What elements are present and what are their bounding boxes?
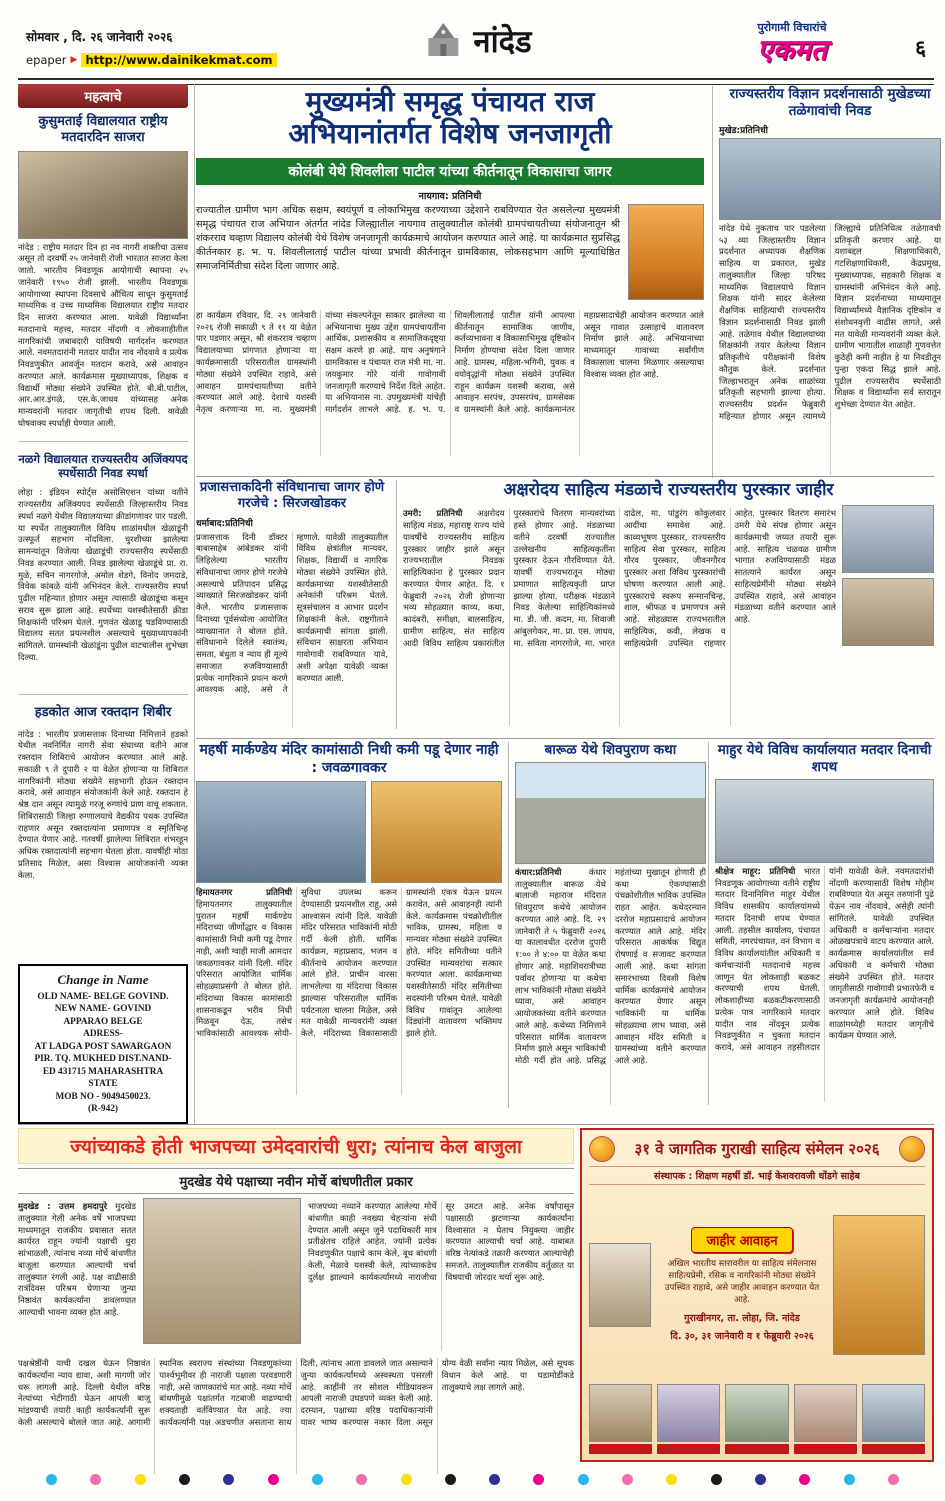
aksharoday-headline: अक्षरोदय साहित्य मंडळाचे राज्यस्तरीय पुरस्कार जाहीर	[503, 480, 834, 500]
website-link[interactable]: http://www.dainikekmat.com	[81, 53, 276, 67]
change-in-name-title: Change in Name	[57, 971, 149, 987]
lead-body: हा कार्यक्रम रविवार, दि. २९ जानेवारी २०२६ रोजी सकाळी ९ ते ११ या वेळेत पार पडणार असून, श्री शंकरराव चव्हाण विद्यालयाच्या प्रांगणात होणाऱ्या या कार्यक्रमासाठी परिसरातील ग्रामस्थांनी मोठ्या संख्येने उपस्थित राहावे, असे आवाहन ग्रामपंचायतीच्या वतीने करण्यात आले आहे. देशाचे यशस्वी नेतृत्व करणाऱ्या मा. ना. मुख्यमंत्री यांच्या संकल्पनेतून साकार झालेल्या या अभियानाचा मुख्य उद्देश ग्रामपंचायतींना आर्थिक, प्रशासकीय व सामाजिकदृष्ट्या सक्षम करणे हा आहे. याच अनुषंगाने ग्रामविकास व पंचायत राज मंत्री मा. ना. जयकुमार गोरे यांनी गावोगावी जनजागृती करण्याचे निर्देश दिले आहेत. या अभियानास ना. उपमुख्यमंत्री यांचेही मार्गदर्शन लाभले आहे. ह. भ. प. शिवलीलाताई पाटील यांनी आपल्या कीर्तनातून सामाजिक जाणीव, कर्तव्यभावना व विकासाभिमुख दृष्टिकोन निर्माण होण्याचा संदेश दिला जाणार आहे. ग्रामस्थ, महिला-भगिनी, युवक व वयोवृद्धांनी मोठ्या संख्येने उपस्थित राहून कार्यक्रम यशस्वी करावा, असे आवाहन सरपंच, उपसरपंच, ग्रामसेवक व ग्रामस्थांनी केले आहे. कार्यक्रमानंतर महाप्रसादाचेही आयोजन करण्यात आले असून गावात उत्साहाचे वातावरण निर्माण झाले आहे. अभियानाच्या माध्यमातून गावाच्या सर्वांगीण विकासाला चालना मिळणार असल्याचा विश्वास व्यक्त होत आहे.	[196, 309, 704, 415]
nalge-headline: नळगे विद्यालयात राज्यस्तरीय अजिंक्यपद स्पर्धेसाठी निवड स्पर्धा	[18, 451, 188, 480]
lead-byline: नायगाव: प्रतिनिधी	[418, 190, 482, 202]
divider	[18, 441, 188, 442]
ad-center-text	[659, 1227, 825, 1342]
ad-title: ३१ वे जागतिक गुराखी साहित्य संमेलन २०२६	[634, 1140, 880, 1158]
change-in-name-line: ADRESS-	[83, 1029, 123, 1040]
bjp-top-row	[18, 1198, 574, 1354]
awardees-photo-top	[842, 505, 934, 573]
bjp-subhead: मुदखेड येथे पक्षाच्या नवीन मोर्चे बांधणीतील प्रकार	[18, 1168, 574, 1194]
lead-strap: कोलंबी येथे शिवलीला पाटील यांच्या कीर्तनातून विकासाचा जागर	[196, 158, 704, 185]
mandir-body	[196, 887, 502, 1095]
change-in-name-line: PIR. TQ. MUKHED DIST.NAND-	[34, 1054, 172, 1065]
registration-dot	[622, 1474, 633, 1485]
aksharoday-byline: उमरी: प्रतिनिधी	[403, 508, 463, 519]
change-in-name-line: STATE	[88, 1079, 118, 1090]
voter-day-photo	[18, 151, 188, 239]
ad-subtitle: संस्थापक : शिक्षण महर्षी डॉ. भाई केशवरावजी धोंडगे साहेब	[589, 1166, 925, 1185]
oath-photo	[715, 779, 934, 863]
ad-person-name-strip	[862, 1444, 925, 1454]
registration-dot	[711, 1474, 722, 1485]
section-divider	[196, 476, 934, 477]
ad-invitation-text: अखिल भारतीय स्तरावरील या साहित्य संमेलनास साहित्यप्रेमी, रसिक व नागरिकांनी मोठ्या संख्येने उपस्थित राहावे, असे जाहीर आवाहन करण्यात येत आहे.	[664, 1258, 820, 1306]
ad-person-name-strip	[794, 1444, 857, 1454]
edition-date: सोमवार , दि. २६ जानेवारी २०२६	[26, 30, 173, 44]
registration-dot	[666, 1474, 677, 1485]
bjp-body-right: भाजपच्या नव्याने करण्यात आलेल्या मोर्चे बांधणीत काही नवख्या चेहऱ्यांना संधी देण्यात आली असून जुने पदाधिकारी मात्र प्रतीक्षेतच राहिले आहेत. ज्यांनी प्रत्येक निवडणुकीत पक्षाचे काम केले, बूथ बांधणी केली, मेळावे यशस्वी केले, त्यांच्याकडेच दुर्लक्ष झाल्याने कार्यकर्त्यांमध्ये नाराजीचा सूर उमटत आहे. अनेक वर्षांपासून पक्षासाठी झटणाऱ्या कार्यकर्त्यांना विश्वासात न घेताच नियुक्त्या जाहीर करण्यात आल्याची चर्चा आहे. याबाबत वरिष्ठ नेत्यांकडे तक्रारी करण्यात आल्याचेही समजते. तालुक्यातील राजकीय वर्तुळात या विषयाची जोरदार चर्चा सुरू आहे.	[308, 1201, 574, 1282]
registration-dots	[46, 1474, 899, 1485]
registration-dot	[888, 1474, 899, 1485]
play-arrow-icon: ▶	[70, 55, 78, 65]
registration-dot	[268, 1474, 279, 1485]
science-body: नांदेड येथे नुकताच पार पडलेल्या ५३ व्या जिल्हास्तरीय विज्ञान प्रदर्शनात अध्यापक शैक्षणिक साहित्य या प्रकारात, मुखेड तालुक्यातील जिल्हा परिषद माध्यमिक विद्यालयाचे विज्ञान शिक्षक यांनी सादर केलेल्या शैक्षणिक साहित्याची राज्यस्तरीय विज्ञान प्रदर्शनासाठी निवड झाली आहे. तळेगाव येथील विद्यालयाच्या शिक्षकांनी तयार केलेल्या विज्ञान प्रतिकृतीचे परीक्षकांनी विशेष कौतुक केले. प्रदर्शनात जिल्हाभरातून अनेक शाळांच्या प्रतिकृती सहभागी झाल्या होत्या. राज्यस्तरीय प्रदर्शन फेब्रुवारी महिन्यात होणार असून त्यामध्ये जिल्ह्याचे प्रतिनिधित्व तळेगावची प्रतिकृती करणार आहे. या यशाबद्दल शिक्षणाधिकारी, गटशिक्षणाधिकारी, केंद्रप्रमुख, मुख्याध्यापक, सहकारी शिक्षक व ग्रामस्थांनी अभिनंदन केले आहे. विज्ञान प्रदर्शनाच्या माध्यमातून विद्यार्थ्यांमध्ये वैज्ञानिक दृष्टिकोन व संशोधनवृत्ती वाढीस लागते, असे मत यावेळी मान्यवरांनी व्यक्त केले. ग्रामीण भागातील शाळाही गुणवत्तेत कुठेही कमी नाहीत हे या निवडीतून पुन्हा एकदा सिद्ध झाले आहे. पुढील राज्यस्तरीय स्पर्धेसाठी शिक्षक व विद्यार्थ्यांना सर्व स्तरातून शुभेच्छा देण्यात येत आहेत.	[719, 222, 941, 421]
bjp-byline: मुदखेड : उत्तम हमदापुरे	[18, 1201, 108, 1211]
registration-dot	[90, 1474, 101, 1485]
registration-dot	[489, 1474, 500, 1485]
bjp-article	[18, 1128, 574, 1477]
science-photo	[719, 138, 941, 220]
change-in-name-line: OLD NAME- BELGE GOVIND.	[37, 991, 169, 1002]
section-divider	[196, 738, 934, 739]
sanvidhan-byline: धर्माबाद:प्रतिनिधी	[196, 518, 253, 529]
masthead-center	[420, 22, 531, 58]
registration-dot	[799, 1474, 810, 1485]
ad-portrait-left	[589, 1243, 651, 1327]
masthead-temple-icon	[420, 22, 466, 58]
voter-day-headline: कुसुमताई विद्यालयात राष्ट्रीय मतदारदिन साजरा	[38, 114, 168, 146]
sanvidhan-body: प्रजासत्ताक दिनी डॉक्टर बाबासाहेब आंबेडकर यांनी लिहिलेल्या भारतीय संविधानाचा जागर होणे गरजेचे असल्याचे प्रतिपादन प्रसिद्ध व्याख्याते सिरजखोडकर यांनी केले. भारतीय प्रजासत्ताक दिनाच्या पूर्वसंध्येला आयोजित व्याख्यानात ते बोलत होते. संविधानाने दिलेले स्वातंत्र्य, समता, बंधुता व न्याय ही मूल्ये समाजात रुजविण्यासाठी प्रत्येक नागरिकाने प्रयत्न करणे आवश्यक आहे, असे ते म्हणाले. यावेळी तालुक्यातील विविध क्षेत्रांतील मान्यवर, शिक्षक, विद्यार्थी व नागरिक मोठ्या संख्येने उपस्थित होते. कार्यक्रमाच्या यशस्वीतेसाठी अनेकांनी परिश्रम घेतले. सूत्रसंचालन व आभार प्रदर्शन शिक्षकांनी केले. राष्ट्रगीताने कार्यक्रमाची सांगता झाली. संविधान साक्षरता अभियान गावोगावी राबविण्यात यावे, अशी अपेक्षा यावेळी व्यक्त करण्यात आली.	[196, 531, 388, 695]
shivpuran-body-text: कंधार तालुक्यातील बारूळ येथे बालाजी महाराज मंदिरात शिवपुराण कथेचे आयोजन करण्यात आले आहे. दि. २९ जानेवारी ते ५ फेब्रुवारी २०२६ या कालावधीत दररोज दुपारी १:०० ते ४:०० या वेळेत कथा होणार आहे. महाशिवरात्रीच्या पर्वावर होणाऱ्या या कथेचा लाभ भाविकांनी मोठ्या संख्येने घ्यावा, असे आवाहन आयोजकांच्या वतीने करण्यात आले आहे. कथेच्या निमित्ताने परिसरात धार्मिक वातावरण निर्माण झाले असून भाविकांची मोठी गर्दी होत आहे. प्रसिद्ध महंतांच्या मुखातून होणारी ही कथा ऐकण्यासाठी पंचक्रोशीतील भाविक उपस्थित राहत आहेत. कथेदरम्यान दररोज महाप्रसादाचे आयोजन करण्यात आले आहे. मंदिर परिसरात आकर्षक विद्युत रोषणाई व सजावट करण्यात आली आहे. कथा सांगता समारंभाच्या दिवशी विशेष धार्मिक कार्यक्रमांचे आयोजन करण्यात येणार असून भाविकांनी या धार्मिक सोहळ्याचा लाभ घ्यावा, असे आवाहन मंदिर समिती व ग्रामस्थांच्या वतीने करण्यात आले आहे.	[515, 866, 706, 1066]
aksharoday-body-text: अक्षरोदय साहित्य मंडळ, महाराष्ट्र राज्य यांचे यावर्षीचे राज्यस्तरीय साहित्य पुरस्कार जाहीर झाले असून राज्यभरातील निवडक साहित्यिकांना हे पुरस्कार प्रदान करण्यात येणार आहेत. दि. १ फेब्रुवारी २०२६ रोजी होणाऱ्या भव्य सोहळ्यात काव्य, कथा, कादंबरी, समीक्षा, बालसाहित्य, ग्रामीण साहित्य, संत साहित्य आदी विविध साहित्य प्रकारांतील पुरस्कारांचे वितरण मान्यवरांच्या हस्ते होणार आहे. मंडळाच्या वतीने दरवर्षी राज्यातील उल्लेखनीय साहित्यकृतींना पुरस्कार देऊन गौरविण्यात येते. यावर्षी राज्यभरातून मोठ्या प्रमाणात साहित्यकृती प्राप्त झाल्या होत्या. परीक्षक मंडळाने निवड केलेल्या साहित्यिकांमध्ये मा. डी. जी. कदम, मा. शिवाजी आंबुलगेकर, मा. प्रा. एस. जाधव, मा. सविता नागरगोजे, मा. भारत दाढेल, मा. पांडुरंग कोकुलवार आदींचा समावेश आहे. काव्यभूषण पुरस्कार, राज्यस्तरीय साहित्य सेवा पुरस्कार, साहित्य गौरव पुरस्कार, जीवनगौरव पुरस्कार अशा विविध पुरस्कारांची घोषणा करण्यात आली आहे. पुरस्काराचे स्वरूप सन्मानचिन्ह, शाल, श्रीफळ व प्रमाणपत्र असे आहे. सोहळ्यास राज्यभरातील साहित्यिक, कवी, लेखक व साहित्यप्रेमी उपस्थित राहणार आहेत. पुरस्कार वितरण समारंभ उमरी येथे संपन्न होणार असून कार्यक्रमाची जय्यत तयारी सुरू आहे. साहित्य चळवळ ग्रामीण भागात रुजविण्यासाठी मंडळ सातत्याने कार्यरत असून साहित्यप्रेमींनी मोठ्या संख्येने उपस्थित राहावे, असे आवाहन मंडळाच्या वतीने करण्यात आले आहे.	[403, 508, 836, 648]
shivpuran-article	[508, 742, 706, 1108]
aksharoday-photos	[842, 505, 934, 729]
shivpuran-headline: बारूळ येथे शिवपुराण कथा	[544, 742, 677, 758]
awardees-photo-bottom	[842, 578, 934, 646]
aksharoday-body	[403, 508, 836, 726]
ad-portrait-main	[833, 1215, 925, 1355]
divider	[18, 694, 188, 695]
brand-block	[712, 20, 872, 64]
mahur-byline: श्रीक्षेत्र माहूर: प्रतिनिधी	[715, 865, 796, 876]
registration-dot	[401, 1474, 412, 1485]
speaker-photo	[196, 781, 366, 883]
mandir-article	[196, 742, 502, 1098]
hadkot-headline: हडकोत आज रक्तदान शिबीर	[34, 705, 172, 721]
change-in-name-line: ED 431715 MAHARASHTRA	[42, 1066, 164, 1077]
registration-dot	[578, 1474, 589, 1485]
change-in-name-line: MOB NO - 9049450023.	[55, 1091, 151, 1102]
ad-emblem-icon	[589, 1136, 615, 1162]
bjp-body-left-text: मुदखेड तालुक्यात गेली अनेक वर्षे भाजपच्या माध्यमातून राजकीय प्रवासात सतत कार्यरत राहून ज्यांनी पक्षाची धुरा सांभाळली, त्यांनाच नव्या मोर्चे बांधणीत बाजूला करण्यात आल्याची चर्चा तालुक्यात रंगली आहे. पक्ष वाढीसाठी रात्रंदिवस परिश्रम घेणाऱ्या जुन्या निष्ठावंत कार्यकर्त्यांना डावलण्यात आल्याची भावना व्यक्त होत आहे.	[18, 1201, 136, 1317]
ad-people-row	[589, 1384, 925, 1454]
brand-logo: एकमत	[757, 33, 827, 66]
shivpuran-body	[515, 867, 706, 1105]
registration-dot	[755, 1474, 766, 1485]
registration-dot	[533, 1474, 544, 1485]
science-article	[712, 86, 941, 478]
ad-badge: जाहीर आवाहन	[691, 1227, 792, 1253]
aksharoday-article	[396, 480, 934, 729]
voter-day-body: नांदेड : राष्ट्रीय मतदार दिन हा नव नागरी शक्तीचा उत्सव असून तो दरवर्षी २५ जानेवारी रोजी भारतात साजरा केला जातो. भारतीय निवडणूक आयोगाची स्थापना २५ जानेवारी १९५० रोजी झाली. भारतीय निवडणूक आयोगाच्या स्थापना दिवसाचे औचित्य साधून कुसुमताई माध्यमिक व उच्च माध्यमिक विद्यालयात राष्ट्रीय मतदार दिन साजरा करण्यात आला. यावेळी विद्यार्थ्यांना मतदानाचे महत्त्व, मतदार नोंदणी व लोकशाहीतील नागरिकांची जबाबदारी याविषयी मार्गदर्शन करण्यात आले. नवमतदारांनी मतदार यादीत नाव नोंदवावे व प्रत्येक निवडणुकीत आवर्जून मतदान करावे, असे आवाहन करण्यात आले. कार्यक्रमास मुख्याध्यापक, शिक्षक व विद्यार्थी मोठ्या संख्येने उपस्थित होते. बी.बी.पाटील, आर.आर.इंगळे, एस.के.जाधव यांच्यासह अनेक मान्यवरांनी मतदार जागृतीची शपथ दिली. यावेळी घोषवाक्य स्पर्धाही घेण्यात आली.	[18, 241, 188, 428]
ad-person	[794, 1384, 857, 1454]
mandir-byline: हिमायतनगर प्रतिनिधी	[196, 887, 292, 897]
ad-person-photo	[657, 1384, 720, 1442]
registration-dot	[356, 1474, 367, 1485]
registration-dot	[445, 1474, 456, 1485]
ad-emblem-icon	[899, 1136, 925, 1162]
registration-dot	[223, 1474, 234, 1485]
bjp-photo	[143, 1198, 301, 1344]
registration-dot	[844, 1474, 855, 1485]
mandir-headline: महर्षी मार्कण्डेय मंदिर कामांसाठी निधी कमी पडू देणार नाही : जवळगावकर	[199, 742, 499, 776]
ad-person-name-strip	[589, 1444, 652, 1454]
science-headline: राज्यस्तरीय विज्ञान प्रदर्शनासाठी मुखेडच्या तळेगावांची निवड	[729, 86, 931, 119]
nalge-body: लोहा : इंडियन स्पोर्ट्स असोसिएशन यांच्या वतीने राज्यस्तरीय अजिंक्यपद स्पर्धेसाठी जिल्हास्तरीय निवड स्पर्धा नळगे येथील विद्यालयाच्या क्रीडांगणावर पार पडली. या स्पर्धेत तालुक्यातील विविध शाळांमधील खेळाडूंनी उत्स्फूर्त सहभाग नोंदविला. चुरशीच्या झालेल्या सामन्यांतून विजेत्या खेळाडूंची राज्यस्तरीय स्पर्धेसाठी निवड करण्यात आली. निवड झालेल्या खेळाडूंचे प्रा. रा. मुळे, सचिन नागरगोजे, अमोल शेडगे, विनोद जमदाडे, विवेक कांबळे यांनी अभिनंदन केले. राज्यस्तरीय स्पर्धा पुढील महिन्यात होणार असून त्यासाठी खेळाडूंचा कसून सराव सुरू झाला आहे. स्पर्धेच्या यशस्वीतेसाठी क्रीडा शिक्षकांनी परिश्रम घेतले. गुणवंत खेळाडू घडविण्यासाठी विद्यालय सतत प्रयत्नशील असल्याचे मुख्याध्यापकांनी सांगितले. ग्रामस्थांनी खेळाडूंना पुढील वाटचालीस शुभेच्छा दिल्या.	[18, 487, 188, 662]
ad-person-photo	[794, 1384, 857, 1442]
ad-person-name-strip	[657, 1444, 720, 1454]
important-banner: महत्वाचे	[18, 84, 188, 108]
idol-photo	[371, 781, 502, 883]
epaper-bar	[26, 53, 277, 67]
sammelan-ad	[580, 1128, 934, 1462]
mahur-body	[715, 866, 934, 1102]
lead-intro: राज्यातील ग्रामीण भाग अधिक सक्षम, स्वयंपूर्ण व लोकाभिमुख करण्याच्या उद्देशाने राबविण्यात येत असलेल्या मुख्यमंत्री समृद्ध पंचायत राज अभियान अंतर्गत नांदेड जिल्ह्यातील नायगाव तालुक्यातील कोलंबी ग्रामपंचायतीच्या संयोजनातून श्री शंकरराव चव्हाण विद्यालय कोलंबी येथे विशेष जनजागृती कार्यक्रमाचे आयोजन करण्यात आले आहे. या कार्यक्रमात सुप्रसिद्ध कीर्तनकार ह. भ. प. शिवलीलाताई पाटील यांच्या प्रभावी कीर्तनातून ग्रामविकास, लोकसहभाग आणि मूल्याधिष्ठित समाजनिर्मितीचा संदेश दिला जाणार आहे.	[196, 204, 620, 273]
section-divider	[18, 1124, 934, 1125]
ad-person-name-strip	[725, 1444, 788, 1454]
ad-title-bar	[589, 1136, 925, 1162]
lead-headline-line1: मुख्यमंत्री समृद्ध पंचायत राज	[305, 85, 595, 118]
change-in-name-ad	[18, 964, 188, 1124]
aksharoday-content	[403, 505, 934, 729]
lead-intro-wrap	[196, 204, 704, 304]
epaper-label: epaper	[26, 53, 67, 67]
change-in-name-line: (R-942)	[88, 1104, 118, 1115]
change-in-name-line: APPARAO BELGE	[63, 1016, 143, 1027]
mahur-body-text: भारत निवडणूक आयोगाच्या वतीने राष्ट्रीय मतदार दिनानिमित्त माहूर येथील विविध शासकीय कार्यालयांमध्ये मतदार दिनाची शपथ घेण्यात आली. तहसील कार्यालय, पंचायत समिती, नगरपंचायत, वन विभाग व विविध कार्यालयांतील अधिकारी व कर्मचाऱ्यांनी मतदानाचे महत्त्व जाणून घेत लोकशाही बळकट करण्याची शपथ घेतली. लोकशाहीच्या बळकटीकरणासाठी प्रत्येक पात्र नागरिकाने मतदार यादीत नाव नोंदवून प्रत्येक निवडणुकीत न चुकता मतदान करावे, असे आवाहन तहसीलदार यांनी यावेळी केले. नवमतदारांची नोंदणी करण्यासाठी विशेष मोहीम राबविण्यात येत असून तरुणांनी पुढे येऊन नाव नोंदवावे, असेही त्यांनी सांगितले. यावेळी उपस्थित अधिकारी व कर्मचाऱ्यांना मतदार ओळखपत्राचे वाटप करण्यात आले. कार्यक्रमास कार्यालयांतील सर्व अधिकारी व कर्मचारी मोठ्या संख्येने उपस्थित होते. मतदार जागृतीसाठी गावोगावी प्रभातफेरी व जनजागृती कार्यक्रमांचे आयोजनही करण्यात आले होते. विविध शाळांमध्येही मतदार जागृतीचे कार्यक्रम घेण्यात आले.	[715, 865, 934, 1053]
page-header	[18, 14, 934, 76]
sanvidhan-article	[196, 480, 388, 731]
ad-venue: गुराखीनगर, ता. लोहा, जि. नांदेड	[684, 1313, 800, 1325]
ad-person	[862, 1384, 925, 1454]
left-column	[18, 84, 195, 1124]
mahur-article	[708, 742, 934, 1105]
ad-date: दि. ३०, ३१ जानेवारी व १ फेब्रुवारी २०२६	[670, 1331, 814, 1343]
ad-person-photo	[589, 1384, 652, 1442]
registration-dot	[179, 1474, 190, 1485]
bjp-headline: ज्यांच्याकडे होती भाजपच्या उमेदवारांची धुरा; त्यांनाच केल बाजुला	[18, 1128, 574, 1164]
lead-headline	[196, 86, 704, 151]
ad-person	[725, 1384, 788, 1454]
brand-tagline: पुरोगामी विचारांचे	[757, 21, 827, 34]
registration-dot	[312, 1474, 323, 1485]
kirtankar-photo	[628, 204, 704, 300]
mandir-photos	[196, 781, 502, 883]
bjp-body-left	[18, 1201, 136, 1351]
mandir-body-text: हिमायतनगर तालुक्यातील पुरातन महर्षी मार्कण्डेय मंदिराच्या जीर्णोद्धार व विकास कामांसाठी निधी कमी पडू देणार नाही, अशी ग्वाही माजी आमदार जवळगावकर यांनी दिली. मंदिर परिसरात आयोजित धार्मिक सोहळ्याप्रसंगी ते बोलत होते. मंदिराच्या विकास कामांसाठी शासनाकडून भरीव निधी मिळवून देऊ, तसेच भाविकांसाठी आवश्यक सोयी-सुविधा उपलब्ध करून देण्यासाठी प्रयत्नशील राहू, असे आश्वासन त्यांनी दिले. यावेळी मंदिर परिसरात भाविकांनी मोठी गर्दी केली होती. धार्मिक कार्यक्रम, महाप्रसाद, भजन व कीर्तनाचे आयोजन करण्यात आले होते. प्राचीन वारसा लाभलेल्या या मंदिराचा विकास झाल्यास परिसरातील धार्मिक पर्यटनाला चालना मिळेल, असे मत यावेळी मान्यवरांनी व्यक्त केले. मंदिराच्या विकासासाठी ग्रामस्थांनी एकत्र येऊन प्रयत्न करावेत, असे आवाहनही त्यांनी केले. कार्यक्रमास पंचक्रोशीतील भाविक, ग्रामस्थ, महिला व मान्यवर मोठ्या संख्येने उपस्थित होते. मंदिर समितीच्या वतीने उपस्थित मान्यवरांचा सत्कार करण्यात आला. कार्यक्रमाच्या यशस्वीतेसाठी मंदिर समितीच्या सदस्यांनी परिश्रम घेतले. यावेळी विविध गावांतून आलेल्या दिंड्यांनी वातावरण भक्तिमय झाले होते.	[196, 887, 502, 1039]
page-number: ६	[915, 36, 926, 60]
temple-photo	[515, 762, 706, 864]
bjp-body-bottom: पक्षश्रेष्ठींनी याची दखल घेऊन निष्ठावंत कार्यकर्त्यांना न्याय द्यावा, अशी मागणी जोर धरू लागली आहे. दिल्ली येथील वरिष्ठ नेत्यांच्या भेटीगाठी घेऊन आपली बाजू मांडण्याची तयारी काही कार्यकर्त्यांनी सुरू केली असल्याचे बोलले जात आहे. आगामी स्थानिक स्वराज्य संस्थांच्या निवडणुकांच्या पार्श्वभूमीवर ही नाराजी पक्षाला परवडणारी नाही, असे जाणकारांचे मत आहे. नव्या मोर्चे बांधणीमुळे पक्षांतर्गत गटबाजी वाढण्याची शक्यताही वर्तविण्यात येत आहे. ज्या कार्यकर्त्यांनी पक्ष अडचणीत असताना साथ दिली, त्यांनाच आता डावलले जात असल्याने जुन्या कार्यकर्त्यांमध्ये अस्वस्थता पसरली आहे. काहींनी तर सोशल मीडियावरून आपली नाराजी उघडपणे व्यक्त केली आहे. दरम्यान, पक्षाच्या वरिष्ठ पदाधिकाऱ्यांनी यावर भाष्य करण्यास नकार दिला असून योग्य वेळी सर्वांना न्याय मिळेल, असे सूचक विधान केले आहे. या घडामोडींकडे तालुक्याचे लक्ष लागले आहे.	[18, 1358, 574, 1427]
mahur-headline: माहुर येथे विविध कार्यालयात मतदार दिनाची शपथ	[717, 742, 932, 775]
shivpuran-byline: कंधार:प्रतिनिधी	[515, 866, 562, 877]
registration-dot	[135, 1474, 146, 1485]
change-in-name-line: NEW NAME- GOVIND	[54, 1004, 152, 1015]
lead-headline-line2: अभियानांतर्गत विशेष जनजागृती	[288, 117, 612, 151]
science-byline: मुखेड:प्रतिनिधी	[719, 125, 768, 136]
ad-person	[589, 1384, 652, 1454]
registration-dot	[46, 1474, 57, 1485]
ad-middle	[589, 1191, 925, 1378]
ad-person	[657, 1384, 720, 1454]
ad-person-photo	[725, 1384, 788, 1442]
change-in-name-line: AT LADGA POST SAWARGAON	[34, 1041, 172, 1052]
sanvidhan-headline: प्रजासत्ताकदिनी संविधानाचा जागर होणे गरजेचे : सिरजखोडकर	[199, 480, 385, 512]
lead-article	[196, 86, 704, 459]
ad-person-photo	[862, 1384, 925, 1442]
hadkot-body: नांदेड : भारतीय प्रजासत्ताक दिनाच्या निमित्ताने हडको येथील नवनिर्मित नागरी सेवा संघाच्या वतीने आज रक्तदान शिबिराचे आयोजन करण्यात आले आहे. सकाळी ९ ते दुपारी २ या वेळेत होणाऱ्या या शिबिरात नागरिकांनी मोठ्या संख्येने सहभागी होऊन रक्तदान करावे, असे आवाहन संयोजकांनी केले आहे. रक्तदान हे श्रेष्ठ दान असून त्यामुळे गरजू रुग्णांचे प्राण वाचू शकतात. शिबिरासाठी जिल्हा रुग्णालयाचे वैद्यकीय पथक उपस्थित राहणार असून रक्तदात्यांना प्रमाणपत्र व स्मृतिचिन्ह देण्यात येणार आहे. गतवर्षी झालेल्या शिबिरात शंभरहून अधिक रक्तदात्यांनी सहभाग घेतला होता. यावर्षीही मोठा प्रतिसाद मिळेल, असा विश्वास आयोजकांनी व्यक्त केला.	[18, 728, 188, 880]
masthead-title: नांदेड	[473, 24, 532, 60]
